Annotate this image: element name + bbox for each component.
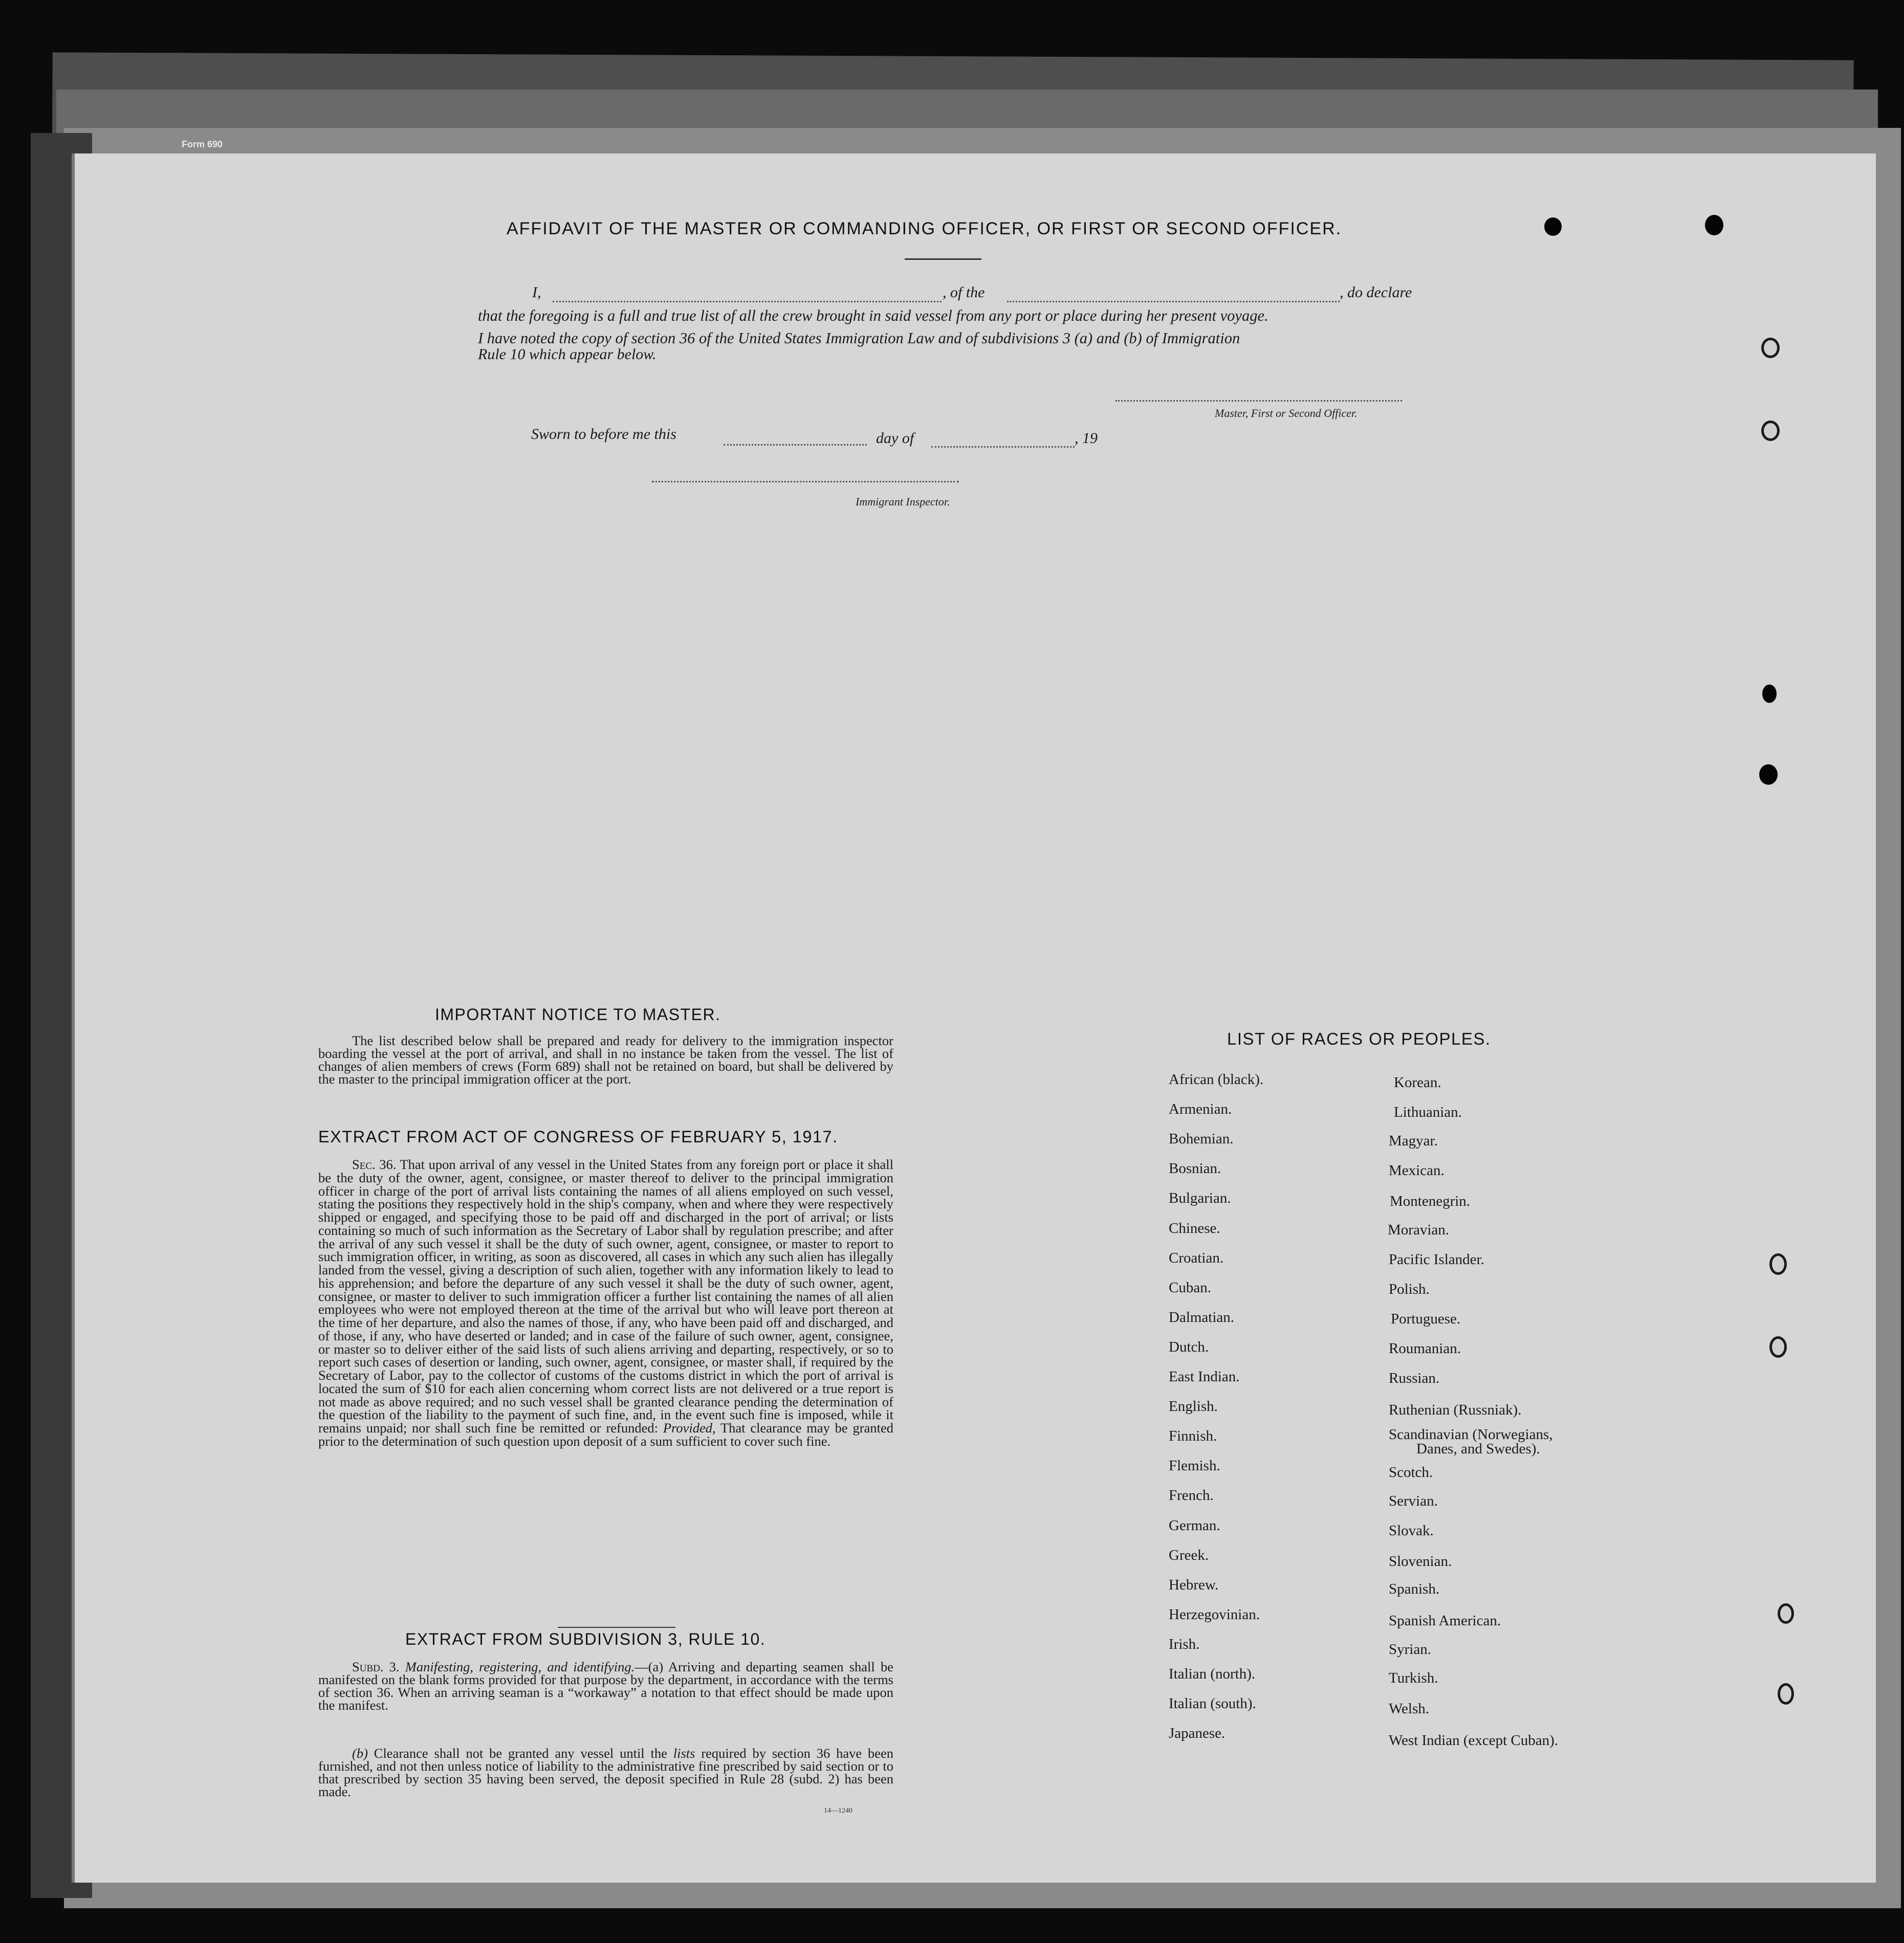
race-item: French. [1169, 1487, 1214, 1504]
race-item: Turkish. [1389, 1670, 1438, 1686]
race-item: Polish. [1389, 1281, 1430, 1297]
punch-hole [1778, 1683, 1794, 1705]
punch-hole [1778, 1603, 1794, 1624]
affidavit-line-1-of-the: , of the [943, 284, 985, 301]
extract-rule-title: EXTRACT FROM SUBDIVISION 3, RULE 10. [405, 1630, 766, 1648]
race-item: Syrian. [1389, 1641, 1431, 1658]
race-item: West Indian (except Cuban). [1389, 1732, 1559, 1749]
affidavit-line-1-declare: , do declare [1340, 284, 1412, 301]
form-number: Form 690 [182, 139, 223, 149]
affidavit-line-1-start: I, [532, 284, 541, 301]
footer-code: 14—1240 [824, 1807, 852, 1815]
race-item: Spanish. [1389, 1581, 1440, 1597]
punch-hole [1544, 217, 1562, 236]
race-item: Roumanian. [1389, 1340, 1461, 1357]
race-item: Chinese. [1169, 1220, 1220, 1237]
extract-rule-para-b [318, 1747, 893, 1798]
punch-hole [1759, 764, 1778, 785]
extract-act-body [318, 1158, 893, 1448]
race-item: English. [1169, 1398, 1218, 1415]
races-title: LIST OF RACES OR PEOPLES. [1227, 1029, 1491, 1048]
race-item: Flemish. [1169, 1458, 1220, 1474]
inspector-signature-blank [652, 481, 959, 482]
race-item: Cuban. [1169, 1279, 1211, 1296]
title-rule [905, 258, 981, 260]
race-item: Korean. [1394, 1074, 1441, 1091]
race-item: Dalmatian. [1169, 1309, 1235, 1326]
sworn-start: Sworn to before me this [531, 426, 676, 443]
sworn-month-blank [931, 446, 1075, 448]
race-item: Mexican. [1389, 1162, 1445, 1179]
race-item: Croatian. [1169, 1249, 1224, 1266]
punch-hole [1705, 215, 1723, 235]
affidavit-title: AFFIDAVIT OF THE MASTER OR COMMANDING OFFICER, OR FIRST OR SECOND OFFICER. [507, 219, 1342, 238]
race-item: Servian. [1389, 1493, 1438, 1509]
race-item: African (black). [1169, 1071, 1264, 1088]
race-item: Japanese. [1169, 1725, 1225, 1742]
race-item: Portuguese. [1391, 1311, 1461, 1327]
race-item: Scandinavian (Norwegians, [1389, 1426, 1553, 1443]
race-item: East Indian. [1169, 1368, 1240, 1385]
para-b-text-1: Clearance shall not be granted any vessel until the [374, 1746, 667, 1761]
name-blank [553, 301, 942, 302]
race-item: Bosnian. [1169, 1160, 1221, 1177]
race-item: Irish. [1169, 1636, 1200, 1652]
vessel-blank [1007, 301, 1340, 302]
extract-act-title: EXTRACT FROM ACT OF CONGRESS OF FEBRUARY 5, 1917. [318, 1128, 838, 1146]
punch-hole [1762, 685, 1777, 703]
punch-hole [1761, 421, 1780, 441]
race-item: Slovak. [1389, 1522, 1434, 1539]
sworn-year: , 19 [1075, 430, 1098, 447]
punch-hole [1769, 1336, 1787, 1358]
section-divider [558, 1627, 675, 1628]
race-item: Greek. [1169, 1547, 1209, 1563]
master-caption: Master, First or Second Officer. [1215, 407, 1358, 419]
race-item: Ruthenian (Russniak). [1389, 1402, 1522, 1418]
race-item: Pacific Islander. [1389, 1251, 1484, 1268]
affidavit-line-2: that the foregoing is a full and true list of all the crew brought in said vessel from any port or place during her present voyage. [478, 307, 1268, 324]
sec-36-label: Sec. 36. [352, 1157, 397, 1172]
race-item: Armenian. [1169, 1101, 1232, 1118]
race-item: Danes, and Swedes). [1416, 1441, 1540, 1457]
race-item: Slovenian. [1389, 1553, 1452, 1570]
subd-3-label: Subd. 3. [352, 1659, 400, 1674]
race-item: Hebrew. [1169, 1576, 1219, 1593]
master-signature-blank [1115, 400, 1402, 402]
sworn-day-of: day of [876, 430, 914, 447]
affidavit-line-4: Rule 10 which appear below. [478, 346, 656, 363]
para-a-marker: —(a) [634, 1659, 664, 1674]
sec-36-text-end: That clearance may be granted prior to the determination of such question upon deposit of a sum sufficient to cover such fine. [318, 1420, 893, 1449]
race-item: Montenegrin. [1390, 1193, 1471, 1209]
notice-body-text: The list described below shall be prepared and ready for delivery to the immigration inspector boarding the vessel at the port of arrival, and shall in no instance be taken from the vessel. The list of changes of alien members of crews (Form 689) shall not be retained on board, but shall be delivered by the master to the principal immigration officer at the port. [318, 1033, 893, 1087]
notice-body [318, 1034, 893, 1086]
race-item: Lithuanian. [1394, 1104, 1462, 1120]
race-item: Spanish American. [1389, 1613, 1501, 1629]
provided-word: Provided, [663, 1420, 716, 1436]
subd-3-heading: Manifesting, registering, and identifying. [405, 1659, 635, 1674]
race-item: Finnish. [1169, 1428, 1217, 1445]
form-sheet [72, 153, 1876, 1883]
race-item: German. [1169, 1517, 1220, 1534]
race-item: Welsh. [1389, 1701, 1430, 1717]
race-item: Scotch. [1389, 1464, 1433, 1481]
race-item: Herzegovinian. [1169, 1606, 1260, 1623]
race-item: Bulgarian. [1169, 1190, 1231, 1207]
race-item: Russian. [1389, 1370, 1440, 1386]
sec-36-text: That upon arrival of any vessel in the United States from any foreign port or place it shall be the duty of the owner, agent, consignee, or master thereof to deliver to the principal immigration officer in charge of the port of arrival lists containing the names of all aliens employed on such vessel, stating the positions they respectively hold in the ship's company, when and where they were respectively shipped or engaged, and specifying those to be paid off and discharged in the port of arrival; or lists containing so much of such information as the Secretary of Labor shall by regulation prescribe; and after the arrival of any such vessel it shall be the duty of such owner, agent, consignee, or master to report to such immigration officer, in writing, as soon as discovered, all cases in which any such alien has illegally landed from the vessel, giving a description of such alien, together with any information likely to lead to his apprehension; and before the departure of any such vessel it shall be the duty of such owner, agent, consignee, or master to deliver to such immigration officer a further list containing the names of all alien employees who were not employed thereon at the time of the arrival but who will leave port thereon at the time of her departure, and also the names of those, if any, who have been paid off and discharged, and of those, if any, who have deserted or landed; and in case of the failure of such owner, agent, consignee, or master so to deliver either of the said lists of such aliens arriving and departing, respectively, or so to report such cases of desertion or landing, such owner, agent, consignee, or master shall, if required by the Secretary of Labor, pay to the collector of customs of the customs district in which the port of arrival is located the sum of $10 for each alien concerning whom correct lists are not delivered or a true report is not made as above required; and no such vessel shall be granted clearance pending the determination of the question of the liability to the payment of such fine, and, in the event such fine is imposed, while it remains unpaid; nor shall such fine be remitted or refunded: [318, 1157, 893, 1436]
punch-hole [1761, 338, 1780, 358]
race-item: Bohemian. [1169, 1131, 1234, 1147]
race-item: Italian (north). [1169, 1666, 1256, 1682]
notice-title: IMPORTANT NOTICE TO MASTER. [435, 1005, 721, 1024]
race-item: Italian (south). [1169, 1695, 1256, 1712]
race-item: Dutch. [1169, 1338, 1209, 1355]
race-item: Magyar. [1389, 1133, 1438, 1149]
sworn-day-blank [724, 444, 867, 446]
punch-hole [1769, 1253, 1787, 1275]
para-b-lists: lists [673, 1746, 695, 1761]
race-item: Moravian. [1388, 1222, 1449, 1238]
extract-rule-para-a [318, 1661, 893, 1712]
para-b-marker: (b) [352, 1746, 368, 1761]
para-b-text-2: required by section 36 have been furnished, and not then unless notice of liability to the administrative fine prescribed by said section or to that prescribed by section 35 having been served, the deposit specified in Rule 28 (subd. 2) has been made. [318, 1746, 894, 1799]
affidavit-line-3: I have noted the copy of section 36 of the United States Immigration Law and of subdivisions 3 (a) and (b) of Immigration [478, 329, 1240, 347]
para-a-text: Arriving and departing seamen shall be manifested on the blank forms provided for that purpose by the department, in accordance with the terms of section 36. When an arriving seaman is a “workaway” a notation to that effect should be made upon the manifest. [318, 1659, 893, 1713]
inspector-caption: Immigrant Inspector. [856, 495, 950, 508]
